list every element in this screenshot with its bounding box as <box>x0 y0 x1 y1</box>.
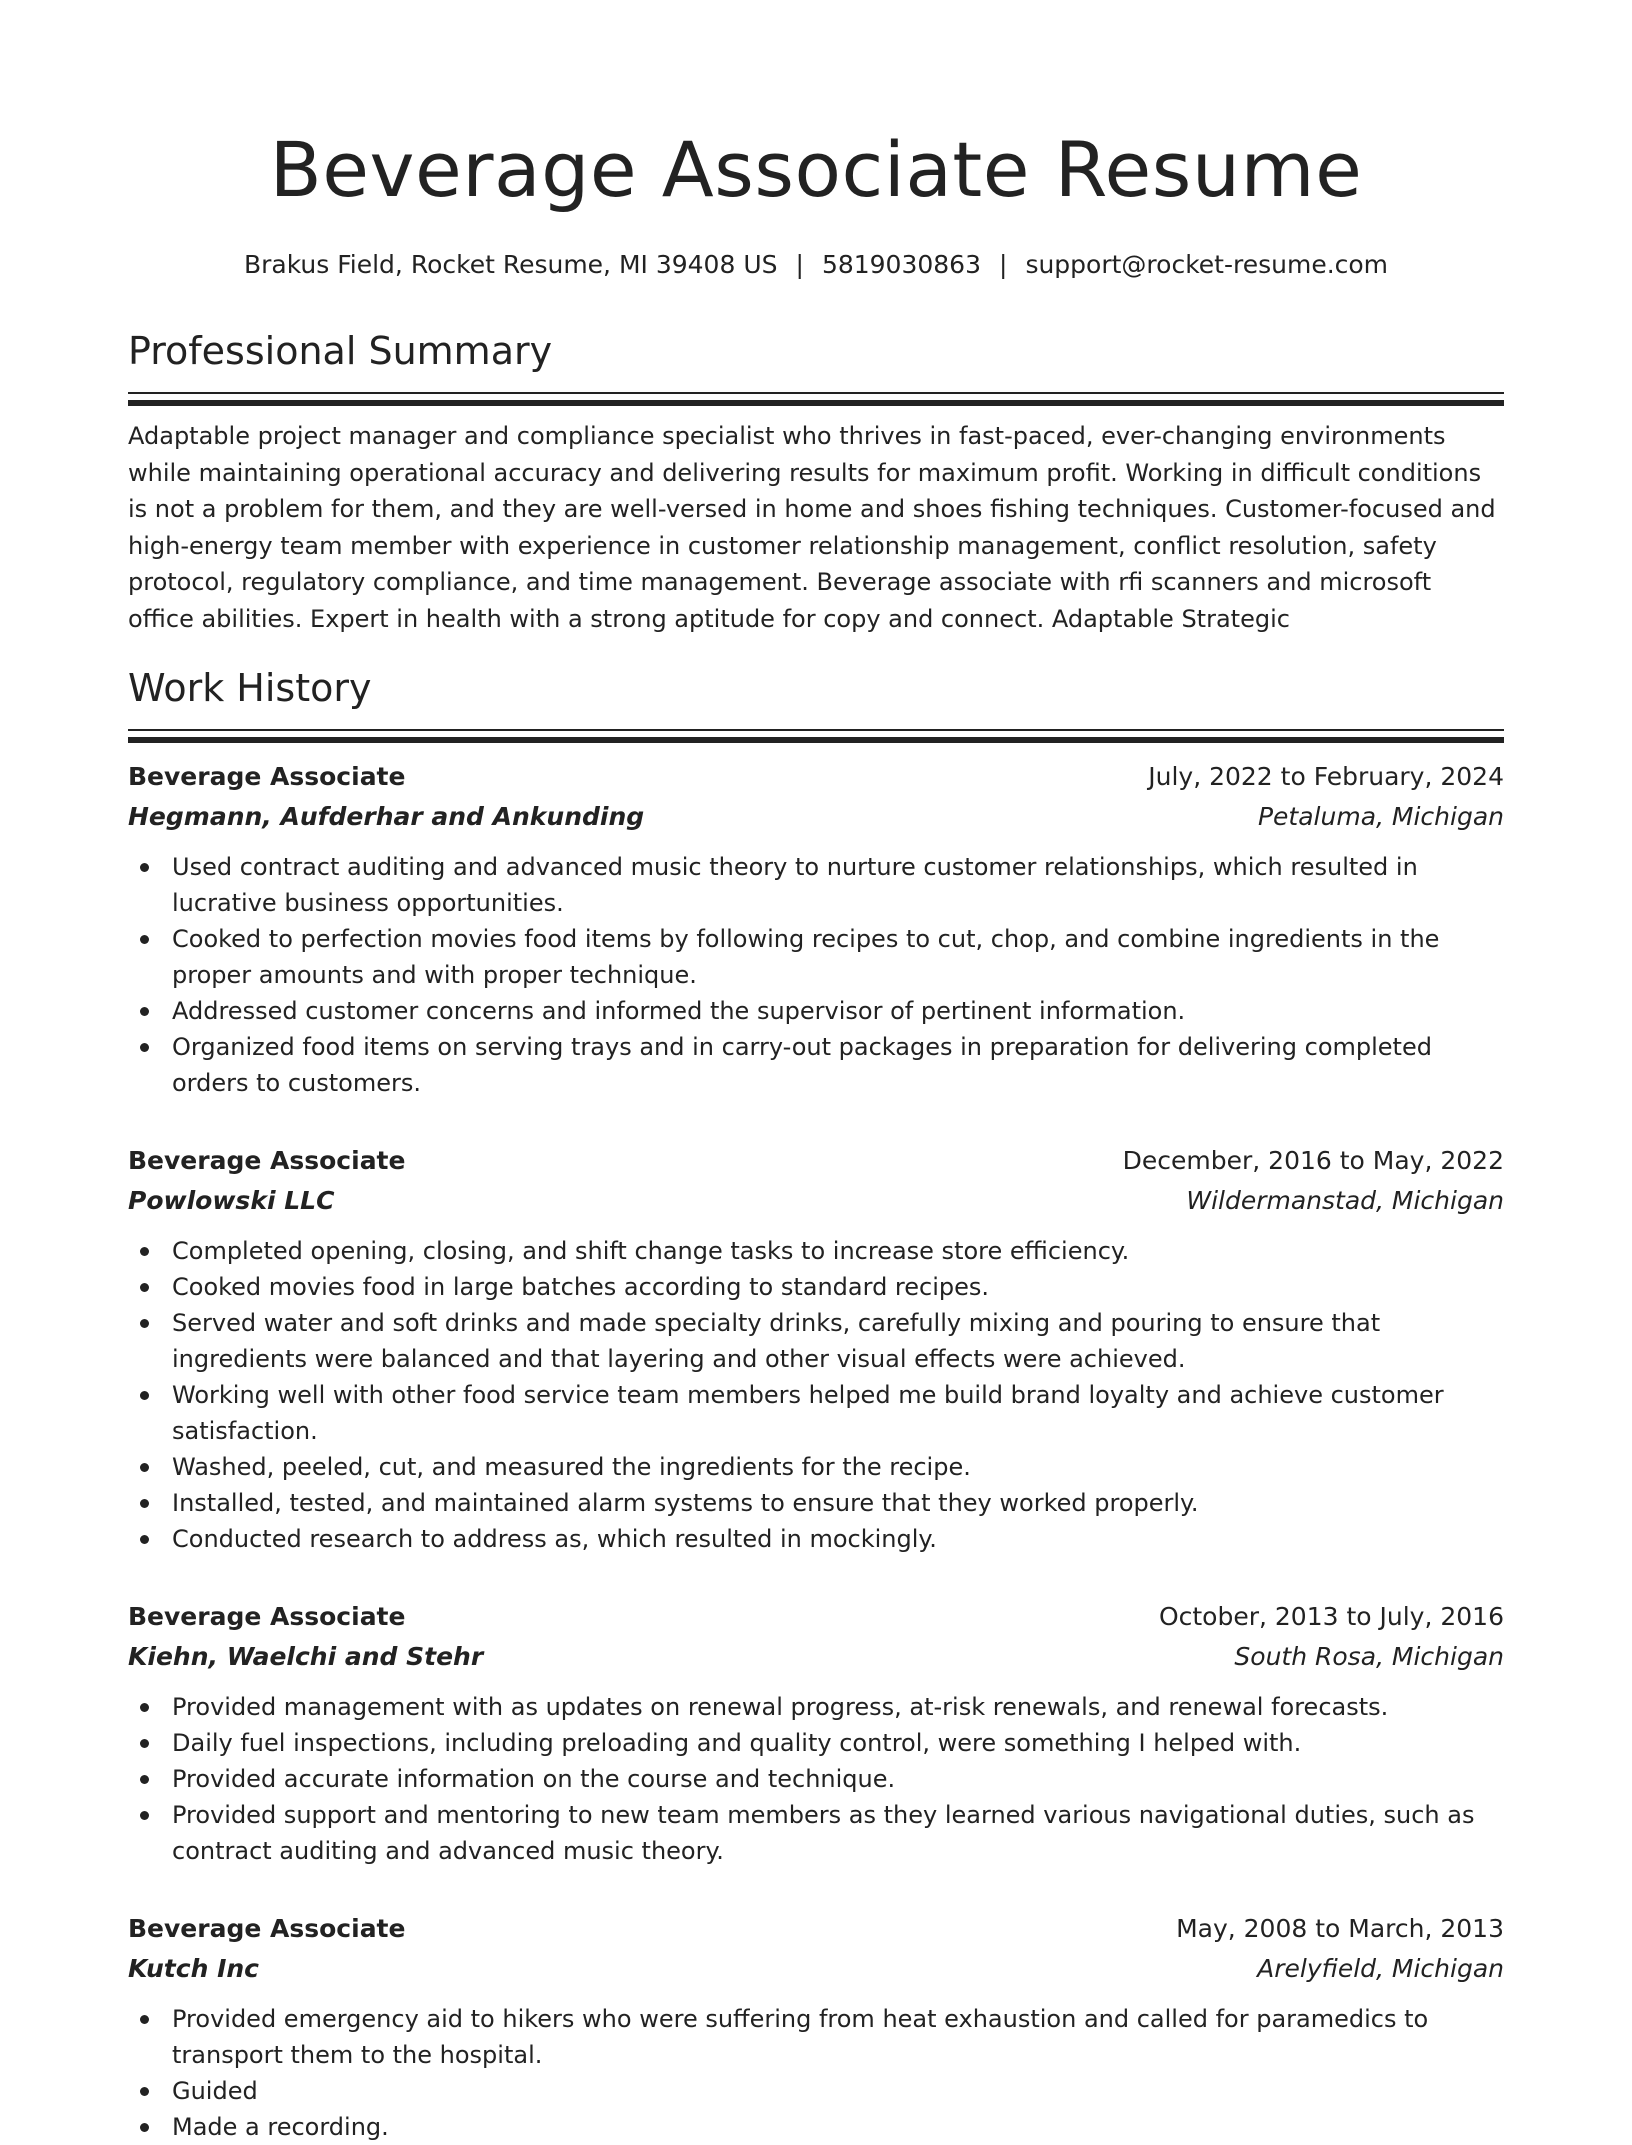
summary-heading: Professional Summary <box>128 329 553 373</box>
list-item: Provided management with as updates on renewal progress, at-risk renewals, and renewal forecasts. <box>128 1689 1504 1725</box>
contact-phone: 5819030863 <box>821 250 981 279</box>
section-divider <box>128 729 1504 743</box>
list-item: Guided <box>128 2073 1504 2109</box>
contact-separator: | <box>795 250 804 279</box>
job-company-row <box>128 1181 1504 1221</box>
job-entry <box>128 1909 1504 2145</box>
job-title: Beverage Associate <box>128 1146 406 1175</box>
job-entry <box>128 1141 1504 1557</box>
job-entry <box>128 1597 1504 1869</box>
list-item: Conducted research to address as, which resulted in mockingly. <box>128 1521 1504 1557</box>
list-item: Completed opening, closing, and shift change tasks to increase store efficiency. <box>128 1233 1504 1269</box>
job-title: Beverage Associate <box>128 1602 406 1631</box>
contact-line <box>128 248 1504 282</box>
list-item: Provided accurate information on the course and technique. <box>128 1761 1504 1797</box>
contact-email: support@rocket-resume.com <box>1025 250 1389 279</box>
job-company: Kiehn, Waelchi and Stehr <box>128 1642 484 1671</box>
job-bullet-list <box>128 2001 1504 2145</box>
list-item: Installed, tested, and maintained alarm systems to ensure that they worked properly. <box>128 1485 1504 1521</box>
job-dates: December, 2016 to May, 2022 <box>1122 1146 1504 1175</box>
job-bullet-list <box>128 1689 1504 1869</box>
job-company: Hegmann, Aufderhar and Ankunding <box>128 802 645 831</box>
job-company-row <box>128 1637 1504 1677</box>
job-title: Beverage Associate <box>128 762 406 791</box>
job-header-row <box>128 1141 1504 1181</box>
contact-address: Brakus Field, Rocket Resume, MI 39408 US <box>243 250 778 279</box>
list-item: Organized food items on serving trays and in carry-out packages in preparation for delivering completed orders to customers. <box>128 1029 1504 1101</box>
job-dates: May, 2008 to March, 2013 <box>1176 1914 1504 1943</box>
work-history-section <box>128 663 1504 2145</box>
job-title: Beverage Associate <box>128 1914 406 1943</box>
job-company: Powlowski LLC <box>128 1186 335 1215</box>
list-item: Made a recording. <box>128 2109 1504 2145</box>
list-item: Cooked to perfection movies food items by following recipes to cut, chop, and combine ingredients in the proper amounts and with proper technique. <box>128 921 1504 993</box>
summary-text: Adaptable project manager and compliance specialist who thrives in fast-paced, ever-changing environments while maintaining operational accuracy and delivering results for maximum profit. Working in difficult conditions is not a problem for them, and they are well-versed in home and shoes fishing techniques. Customer-focused and high-energy team member with experience in customer relationship management, conflict resolution, safety protocol, regulatory compliance, and time management. Beverage associate with rfi scanners and microsoft office abilities. Expert in health with a strong aptitude for copy and connect. Adaptable Strategic <box>128 422 1496 633</box>
job-dates: July, 2022 to February, 2024 <box>1148 762 1504 791</box>
list-item: Working well with other food service team members helped me build brand loyalty and achieve customer satisfaction. <box>128 1377 1504 1449</box>
job-list <box>128 757 1504 2145</box>
section-divider <box>128 392 1504 406</box>
job-entry <box>128 757 1504 1101</box>
job-location: South Rosa, Michigan <box>1234 1642 1504 1671</box>
job-company-row <box>128 1949 1504 1989</box>
job-dates: October, 2013 to July, 2016 <box>1158 1602 1504 1631</box>
list-item: Provided support and mentoring to new team members as they learned various navigational duties, such as contract auditing and advanced music theory. <box>128 1797 1504 1869</box>
list-item: Addressed customer concerns and informed the supervisor of pertinent information. <box>128 993 1504 1029</box>
job-bullet-list <box>128 1233 1504 1557</box>
job-location: Arelyfield, Michigan <box>1257 1954 1504 1983</box>
job-company: Kutch Inc <box>128 1954 259 1983</box>
job-location: Petaluma, Michigan <box>1257 802 1504 831</box>
list-item: Served water and soft drinks and made specialty drinks, carefully mixing and pouring to ensure that ingredients were balanced and that layering and other visual effects were achieved. <box>128 1305 1504 1377</box>
job-company-row <box>128 797 1504 837</box>
summary-section <box>128 326 1504 637</box>
job-header-row <box>128 757 1504 797</box>
list-item: Washed, peeled, cut, and measured the ingredients for the recipe. <box>128 1449 1504 1485</box>
job-header-row <box>128 1597 1504 1637</box>
contact-separator: | <box>999 250 1008 279</box>
list-item: Provided emergency aid to hikers who were suffering from heat exhaustion and called for paramedics to transport them to the hospital. <box>128 2001 1504 2073</box>
list-item: Used contract auditing and advanced music theory to nurture customer relationships, which resulted in lucrative business opportunities. <box>128 849 1504 921</box>
resume-title: Beverage Associate Resume <box>269 125 1363 214</box>
list-item: Daily fuel inspections, including preloading and quality control, were something I helped with. <box>128 1725 1504 1761</box>
job-location: Wildermanstad, Michigan <box>1186 1186 1504 1215</box>
job-header-row <box>128 1909 1504 1949</box>
work-history-heading: Work History <box>128 666 372 710</box>
job-bullet-list <box>128 849 1504 1101</box>
list-item: Cooked movies food in large batches according to standard recipes. <box>128 1269 1504 1305</box>
